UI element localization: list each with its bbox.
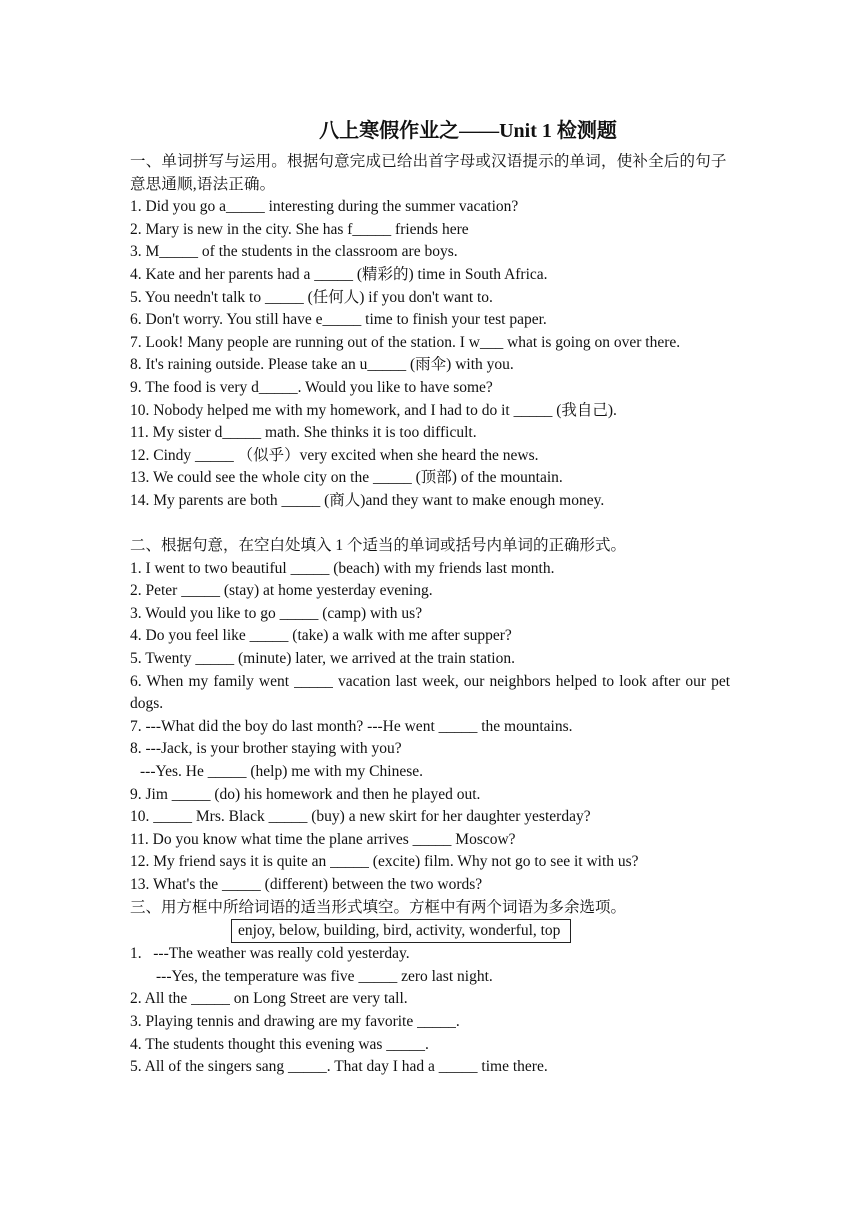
s2-item-5: 5. Twenty _____ (minute) later, we arrived at the train station. — [130, 650, 515, 668]
s1-item-2: 2. Mary is new in the city. She has f_____ friends here — [130, 220, 469, 238]
s1-item-6: 6. Don't worry. You still have e_____ time to finish your test paper. — [130, 311, 547, 329]
s3-item-5: 5. All of the singers sang _____. That day I had a _____ time there. — [130, 1058, 548, 1076]
s2-item-11: 11. Do you know what time the plane arrives _____ Moscow? — [130, 830, 516, 848]
s1-item-10: 10. Nobody helped me with my homework, and I had to do it _____ (我自己). — [130, 401, 617, 419]
s2-item-4: 4. Do you feel like _____ (take) a walk with me after supper? — [130, 627, 512, 645]
s1-item-7: 7. Look! Many people are running out of the station. I w___ what is going on over there. — [130, 333, 681, 351]
worksheet-body — [130, 151, 730, 1079]
page-title: 八上寒假作业之——Unit 1 检测题 — [319, 120, 617, 142]
word-box-row — [130, 919, 730, 943]
word-box: enjoy, below, building, bird, activity, wonderful, top — [231, 919, 571, 943]
section1-heading: 一、单词拼写与运用。根据句意完成已给出首字母或汉语提示的单词，使补全后的句子意思通顺,语法正确。 — [130, 153, 727, 193]
s3-item-1-answer: ---Yes, the temperature was five _____ zero last night. — [156, 967, 493, 985]
s1-item-3: 3. M_____ of the students in the classroom are boys. — [130, 243, 458, 261]
s3-item-4: 4. The students thought this evening was _____. — [130, 1035, 429, 1053]
s1-item-4: 4. Kate and her parents had a _____ (精彩的) time in South Africa. — [130, 265, 548, 283]
s1-item-12: 12. Cindy _____ （似乎）very excited when she heard the news. — [130, 446, 539, 464]
s2-item-13: 13. What's the _____ (different) between the two words? — [130, 876, 483, 893]
s1-item-14: 14. My parents are both _____ (商人)and they want to make enough money. — [130, 491, 605, 509]
section-spacer — [130, 513, 730, 536]
s2-item-10: 10. _____ Mrs. Black _____ (buy) a new skirt for her daughter yesterday? — [130, 808, 591, 826]
s2-item-8: 8. ---Jack, is your brother staying with you? — [130, 740, 402, 758]
s2-item-1: 1. I went to two beautiful _____ (beach) with my friends last month. — [130, 559, 555, 577]
s2-item-8-answer: ---Yes. He _____ (help) me with my Chinese. — [140, 763, 423, 781]
s2-item-6: 6. When my family went _____ vacation last week, our neighbors helped to look after our pet dogs. — [130, 672, 730, 713]
s2-item-9: 9. Jim _____ (do) his homework and then he played out. — [130, 785, 481, 803]
s2-item-7: 7. ---What did the boy do last month? ---He went _____ the mountains. — [130, 717, 573, 735]
s1-item-13: 13. We could see the whole city on the _____ (顶部) of the mountain. — [130, 469, 563, 487]
s1-item-1: 1. Did you go a_____ interesting during the summer vacation? — [130, 198, 519, 216]
s1-item-11: 11. My sister d_____ math. She thinks it is too difficult. — [130, 424, 477, 442]
s2-item-3: 3. Would you like to go _____ (camp) with us? — [130, 604, 423, 622]
s3-item-2: 2. All the _____ on Long Street are very tall. — [130, 990, 408, 1008]
s2-item-12: 12. My friend says it is quite an _____ (excite) film. Why not go to see it with us? — [130, 853, 639, 871]
s1-item-9: 9. The food is very d_____. Would you like to have some? — [130, 378, 493, 396]
s2-item-2: 2. Peter _____ (stay) at home yesterday evening. — [130, 582, 433, 600]
section3-heading: 三、用方框中所给词语的适当形式填空。方框中有两个词语为多余选项。 — [130, 898, 627, 916]
s3-item-1: 1. ---The weather was really cold yesterday. — [130, 945, 410, 963]
s3-item-3: 3. Playing tennis and drawing are my favorite _____. — [130, 1012, 460, 1030]
section2-heading: 二、根据句意，在空白处填入 1 个适当的单词或括号内单词的正确形式。 — [130, 537, 627, 555]
s1-item-5: 5. You needn't talk to _____ (任何人) if you don't want to. — [130, 288, 493, 306]
s1-item-8: 8. It's raining outside. Please take an u_____ (雨伞) with you. — [130, 356, 514, 374]
